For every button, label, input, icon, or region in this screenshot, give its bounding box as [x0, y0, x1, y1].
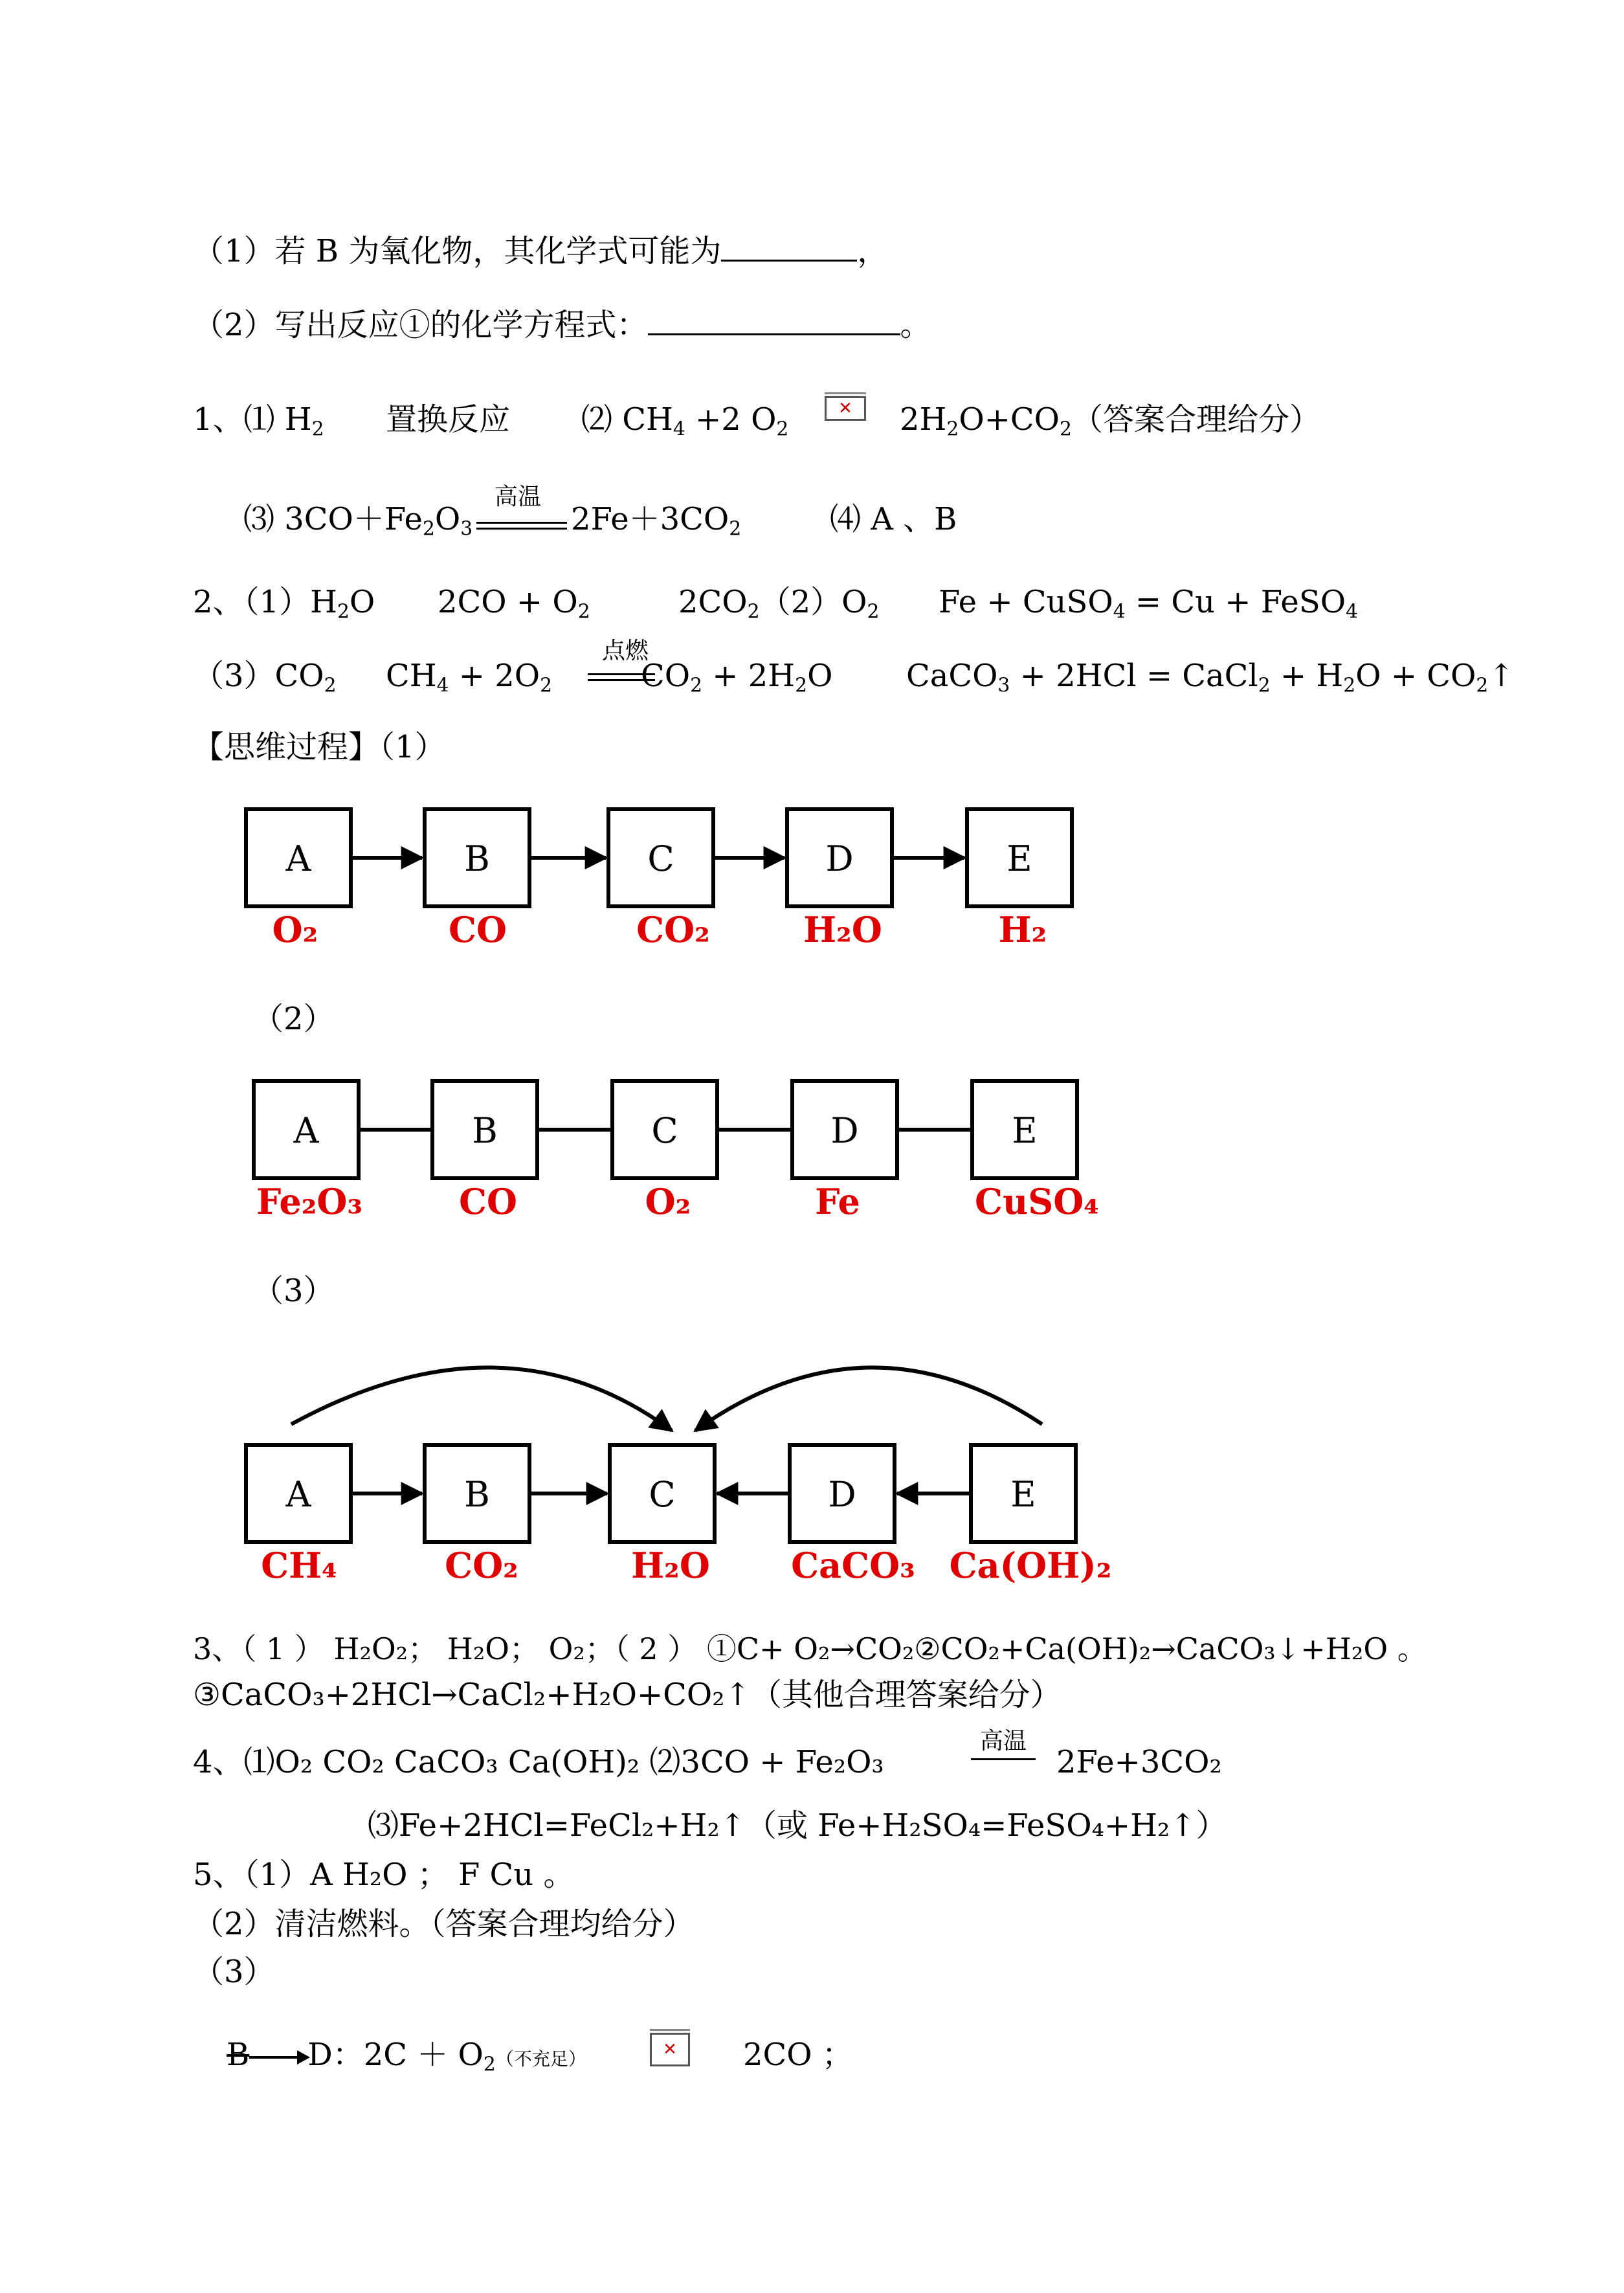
answer-1-part3-r: 2Fe＋3CO: [571, 501, 729, 537]
broken-image-glyph: ✕: [663, 2040, 677, 2059]
box-d: [790, 1445, 895, 1542]
question-1-text: （1）若 B 为氧化物，其化学式可能为: [193, 233, 722, 269]
box-b-label: B: [472, 1110, 498, 1151]
answer-4-line1b: 2Fe+3CO₂: [1056, 1744, 1222, 1780]
answer-2-eq1-result: $2CO_2(2)O_2$: [678, 584, 880, 623]
answer-1-part2-b: +2 O: [685, 401, 777, 438]
answer-2-eq3-r3: O: [807, 658, 833, 694]
chem-label-d: Fe: [815, 1181, 860, 1222]
answer-2-eq4-e: ↑: [1488, 658, 1515, 694]
answer-2-eq3-r2: + 2H: [702, 658, 795, 694]
answer-5-from: B: [227, 2037, 250, 2073]
answer-blank: [648, 333, 900, 335]
box-d-label: D: [825, 838, 854, 879]
condition-high-temp: 高温: [980, 1728, 1027, 1754]
box-b: [425, 1445, 529, 1542]
box-a: [246, 809, 351, 906]
answer-2-eq4-a: CaCO: [906, 658, 998, 694]
box-c: [608, 809, 713, 906]
answer-2-eq3-b: + 2O: [449, 658, 540, 694]
box-b-label: B: [464, 838, 490, 879]
answer-2-line3: $(3)CO_2$: [193, 658, 337, 697]
question-2-period: 。: [900, 307, 931, 343]
answer-5-line3: （3）: [193, 1954, 275, 1990]
answer-5-to: D：2C ＋ O: [307, 2037, 484, 2073]
box-c: [612, 1081, 717, 1178]
chem-label-e: Ca(OH)₂: [949, 1545, 1112, 1586]
equals-sign: [476, 522, 567, 530]
flow-diagram-2: [241, 1068, 1134, 1236]
question-2: [193, 309, 931, 341]
chem-label-d: H₂O: [803, 909, 882, 950]
answer-2-eq3: $CH_4 + 2O_2$: [386, 658, 553, 697]
box-a: [254, 1081, 359, 1178]
chem-label-b: CO: [448, 909, 507, 950]
answer-1-part3-result: $2Fe+3CO_2$: [571, 501, 742, 541]
chem-label-a: Fe₂O₃: [256, 1181, 363, 1222]
thinking-part2: （2）: [252, 1001, 335, 1037]
question-2-text: （2）写出反应①的化学方程式：: [193, 307, 648, 343]
answer-1-part2-a: ⑵ CH: [581, 401, 673, 438]
box-a-label: A: [285, 838, 311, 879]
answer-1-line1: 1、⑴ $H_2$: [193, 401, 324, 441]
equals-sign: [971, 1758, 1036, 1760]
box-e: [971, 1445, 1076, 1542]
answer-2-line1: 2、$(1)H_2O$: [193, 584, 375, 623]
box-d-label: D: [830, 1110, 859, 1151]
condition-ignite: 点燃: [602, 638, 649, 664]
question-1: [193, 233, 889, 269]
answer-1-part3: ⑶ $3CO+Fe_2O_3$: [243, 501, 473, 541]
box-b-label: B: [464, 1474, 490, 1515]
answer-4-line2: ⑶Fe+2HCl=FeCl₂+H₂↑（或 Fe+H₂SO₄=FeSO₄+H₂↑）: [368, 1807, 1227, 1844]
answer-5-line1: 5、（1）A H₂O ； F Cu 。: [193, 1857, 575, 1893]
answer-2-eq1-a: 2CO + O: [438, 584, 578, 620]
thinking-title: 【思维过程】（1）: [193, 729, 446, 765]
box-c-label: C: [651, 1110, 678, 1151]
answer-5-line2: （2）清洁燃料。（答案合理均给分）: [193, 1906, 695, 1942]
curve-arrow-a-c: [291, 1367, 672, 1431]
chem-label-b: CO₂: [445, 1545, 518, 1586]
answer-2-eq4: CaCO$_3$ + 2HCl = CaCl$_2$ + $H_2O$ + $CO_2↑$: [906, 658, 1515, 697]
broken-image-icon: [825, 396, 866, 421]
answer-2-eq1: $2CO + O_2$: [438, 584, 590, 623]
box-a: [246, 1445, 351, 1542]
answer-3-line2: ③CaCO₃+2HCl→CaCl₂+H₂O+CO₂↑（其他合理答案给分）: [193, 1677, 1062, 1713]
box-e-label: E: [1010, 1474, 1036, 1515]
chem-label-c: O₂: [645, 1181, 691, 1222]
chem-label-a: O₂: [272, 909, 318, 950]
answer-2-eq3-r1: CO: [641, 658, 691, 694]
thinking-part3: （3）: [252, 1273, 335, 1309]
answer-2-p3: （3）CO: [193, 658, 324, 694]
answer-1-part3-a: ⑶ 3CO＋Fe: [243, 501, 423, 537]
answer-2-a: 2、（1）H: [193, 584, 337, 620]
box-c-label: C: [647, 838, 674, 879]
arrow-icon: [249, 2056, 307, 2059]
chem-label-b: CO: [458, 1181, 518, 1222]
answer-2-eq2-b: = Cu + FeSO: [1125, 584, 1346, 620]
flow-diagram-1: [233, 796, 1126, 965]
box-e: [967, 809, 1072, 906]
answer-1-part1: 1、⑴ H: [193, 401, 312, 438]
answer-1-part3-o: O: [434, 501, 461, 537]
question-1-comma: ，: [857, 233, 889, 269]
answer-2-eq1-r: 2CO: [678, 584, 748, 620]
flow-diagram-3: [233, 1334, 1139, 1605]
chem-label-e: H₂: [998, 909, 1047, 950]
box-b: [425, 809, 529, 906]
box-d: [792, 1081, 897, 1178]
answer-1-part4: ⑷ A 、B: [830, 501, 957, 537]
answer-5-note: （不充足）: [495, 2048, 586, 2070]
answer-2-eq2: Fe + CuSO$_4$ = Cu + FeSO$_4$: [939, 584, 1359, 623]
answer-1-part2-result: $2H_2O+CO_2$（答案合理给分）: [900, 401, 1320, 441]
box-d: [787, 809, 892, 906]
chem-label-e: CuSO₄: [975, 1181, 1099, 1222]
answer-1-part2: ⑵ $CH_4 +2$ $O_2$: [581, 401, 789, 441]
chem-label-c: H₂O: [631, 1545, 710, 1586]
broken-image-icon: [650, 2033, 690, 2066]
answer-2-b: O: [349, 584, 375, 620]
answer-2-eq4-c: + H: [1270, 658, 1344, 694]
box-e-label: E: [1007, 838, 1032, 879]
box-a-label: A: [285, 1474, 311, 1515]
chem-label-a: CH₄: [261, 1545, 337, 1586]
answer-1-result-b: O+CO: [959, 401, 1060, 438]
answer-4-line1a: 4、⑴O₂ CO₂ CaCO₃ Ca(OH)₂ ⑵3CO + Fe₂O₃: [193, 1744, 884, 1780]
answer-1-reaction-type: 置换反应: [386, 401, 511, 438]
answer-2-p2: （2）O: [759, 584, 867, 620]
box-c-label: C: [649, 1474, 676, 1515]
curve-arrow-e-c: [695, 1367, 1042, 1431]
box-b: [432, 1081, 537, 1178]
answer-3-line1: 3、（ 1 ） H₂O₂； H₂O； O₂；（ 2 ） ①C+ O₂→CO₂②CO₂+Ca(OH)₂→CaCO₃↓+H₂O 。: [193, 1631, 1427, 1666]
answer-2-eq3-result: $CO_2 + 2H_2O$: [641, 658, 833, 697]
box-e-label: E: [1012, 1110, 1038, 1151]
box-e: [972, 1081, 1077, 1178]
chem-label-c: CO₂: [636, 909, 710, 950]
answer-1-note: （答案合理给分）: [1071, 401, 1320, 438]
answer-blank: [721, 260, 857, 262]
answer-2-eq2-a: Fe + CuSO: [939, 584, 1113, 620]
condition-high-temp: 高温: [495, 484, 542, 510]
box-d-label: D: [828, 1474, 856, 1515]
answer-2-eq4-d: O + CO: [1355, 658, 1476, 694]
answer-2-eq3-a: CH: [386, 658, 437, 694]
answer-1-result-a: 2H: [900, 401, 947, 438]
answer-2-eq4-b: + 2HCl = CaCl: [1010, 658, 1258, 694]
broken-image-glyph: ✕: [838, 399, 852, 418]
answer-5-result: 2CO ；: [743, 2037, 853, 2073]
box-a-label: A: [293, 1110, 319, 1151]
chem-label-d: CaCO₃: [791, 1545, 915, 1586]
box-c: [610, 1445, 715, 1542]
answer-5-line4: B D：$2C + O_2$（不充足）: [227, 2037, 586, 2076]
